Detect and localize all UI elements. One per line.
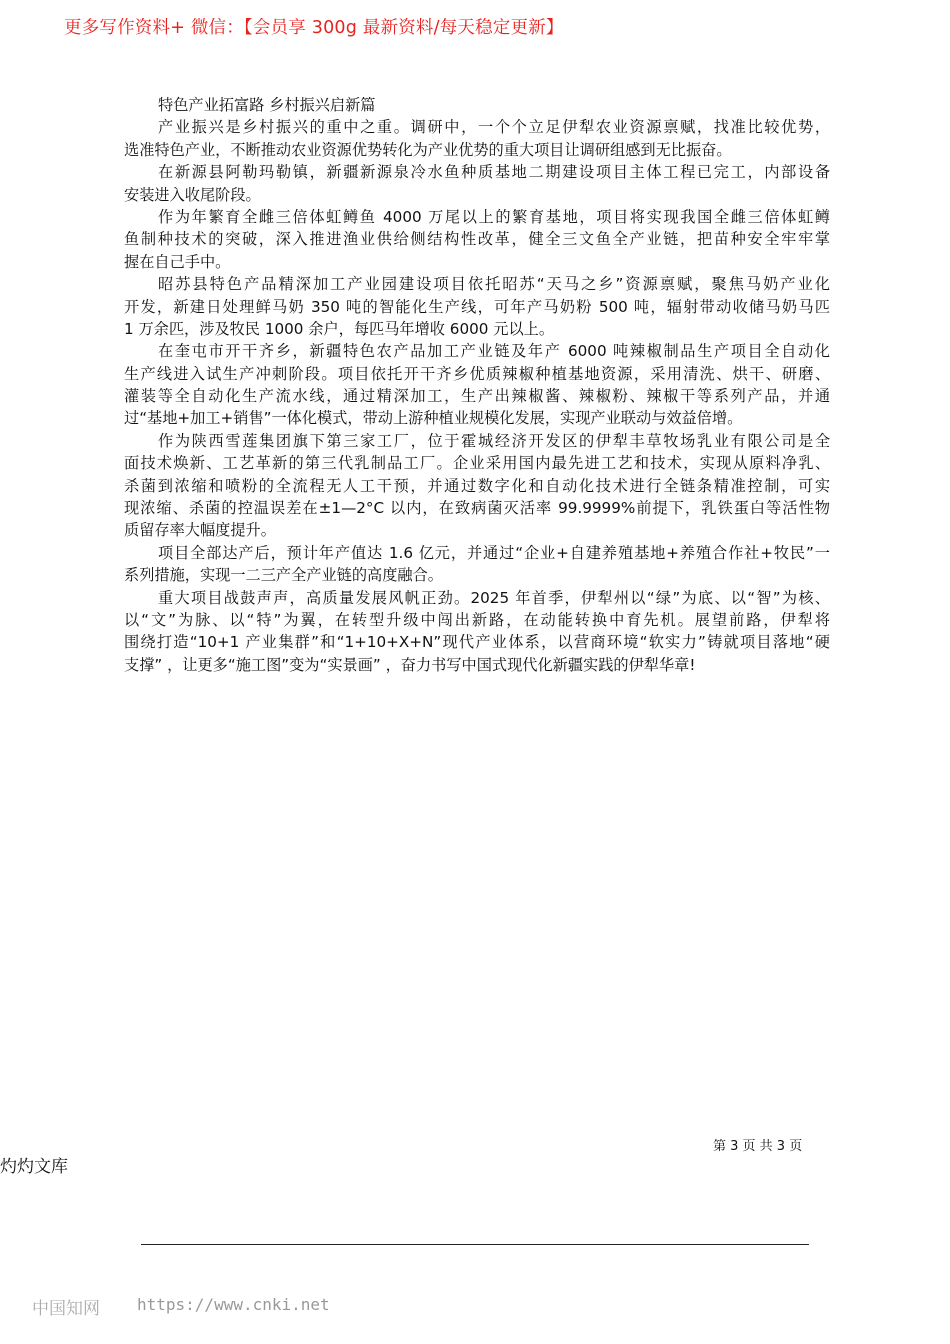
paragraph bbox=[124, 430, 830, 542]
cnki-watermark: 中国知网 bbox=[32, 1299, 100, 1319]
paragraph bbox=[124, 340, 830, 430]
text-line: 握在自己手中。 bbox=[124, 252, 231, 271]
text-line: 质留存率大幅度提升。 bbox=[124, 521, 276, 540]
text-line: 重大项目战鼓声声，高质量发展风帆正劲。2025 年首季，伊犁州以“绿”为底、以“智”为核、 bbox=[158, 588, 830, 607]
text-line: 面技术焕新、工艺革新的第三代乳制品工厂。企业采用国内最先进工艺和技术，实现从原料净乳、 bbox=[124, 454, 830, 473]
paragraph bbox=[124, 206, 830, 273]
text-line: 项目全部达产后，预计年产值达 1.6 亿元，并通过“企业+自建养殖基地+养殖合作社+牧民”一 bbox=[158, 543, 830, 562]
text-line: 过“基地+加工+销售”一体化模式，带动上游种植业规模化发展，实现产业联动与效益倍增。 bbox=[124, 409, 743, 428]
page-number: 第 3 页 共 3 页 bbox=[713, 1139, 803, 1154]
text-line: 特色产业拓富路 乡村振兴启新篇 bbox=[158, 96, 376, 114]
text-line: 选准特色产业，不断推动农业资源优势转化为产业优势的重大项目让调研组感到无比振奋。 bbox=[124, 140, 732, 159]
text-line: 支撑” ，让更多“施工图”变为“实景画” ，奋力书写中国式现代化新疆实践的伊犁华章! bbox=[124, 655, 696, 674]
text-line: 在新源县阿勒玛勒镇，新疆新源泉冷水鱼种质基地二期建设项目主体工程已完工，内部设备 bbox=[158, 163, 830, 182]
text-line: 围绕打造“10+1 产业集群”和“1+10+X+N”现代产业体系，以营商环境“软实力”铸就项目落地“硬 bbox=[124, 633, 830, 652]
text-line: 系列措施，实现一二三产全产业链的高度融合。 bbox=[124, 566, 443, 585]
cnki-url[interactable]: https://www.cnki.net bbox=[137, 1295, 330, 1314]
paragraph bbox=[124, 542, 830, 587]
document-heading bbox=[124, 94, 830, 116]
text-line: 杀菌到浓缩和喷粉的全流程无人工干预，并通过数字化和自动化技术进行全链条精准控制，可实 bbox=[124, 476, 830, 495]
text-line: 作为陕西雪莲集团旗下第三家工厂，位于霍城经济开发区的伊犁丰草牧场乳业有限公司是全 bbox=[158, 431, 830, 450]
text-line: 现浓缩、杀菌的控温误差在±1—2°C 以内，在致病菌灭活率 99.9999%前提下，乳铁蛋白等活性物 bbox=[124, 499, 830, 518]
library-name: 灼灼文库 bbox=[0, 1157, 68, 1177]
text-line: 1 万余匹，涉及牧民 1000 余户，每匹马年增收 6000 元以上。 bbox=[124, 319, 555, 338]
promo-banner: 更多写作资料+ 微信：【会员享 300g 最新资料/每天稳定更新】 bbox=[64, 18, 564, 38]
text-line: 生产线进入试生产冲刺阶段。项目依托开干齐乡优质辣椒种植基地资源，采用清洗、烘干、研磨、 bbox=[124, 364, 830, 383]
footer-divider bbox=[141, 1244, 809, 1245]
text-line: 产业振兴是乡村振兴的重中之重。调研中，一个个立足伊犁农业资源禀赋，找准比较优势， bbox=[158, 118, 830, 137]
paragraph bbox=[124, 161, 830, 206]
paragraph bbox=[124, 116, 830, 161]
paragraph bbox=[124, 587, 830, 677]
text-line: 以“文”为脉、以“特”为翼，在转型升级中闯出新路，在动能转换中育先机。展望前路，伊犁将 bbox=[124, 610, 830, 629]
text-line: 开发，新建日处理鲜马奶 350 吨的智能化生产线，可年产马奶粉 500 吨，辐射带动收储马奶马匹 bbox=[124, 297, 830, 316]
text-line: 在奎屯市开干齐乡，新疆特色农产品加工产业链及年产 6000 吨辣椒制品生产项目全自动化 bbox=[158, 342, 830, 361]
document-body bbox=[124, 94, 830, 676]
text-line: 安装进入收尾阶段。 bbox=[124, 185, 261, 204]
paragraph bbox=[124, 273, 830, 340]
text-line: 灌装等全自动化生产流水线，通过精深加工，生产出辣椒酱、辣椒粉、辣椒干等系列产品，并通 bbox=[124, 387, 830, 406]
text-line: 鱼制种技术的突破，深入推进渔业供给侧结构性改革，健全三文鱼全产业链，把苗种安全牢牢掌 bbox=[124, 230, 830, 249]
text-line: 作为年繁育全雌三倍体虹鳟鱼 4000 万尾以上的繁育基地，项目将实现我国全雌三倍体虹鳟 bbox=[158, 207, 830, 226]
text-line: 昭苏县特色产品精深加工产业园建设项目依托昭苏“天马之乡”资源禀赋，聚焦马奶产业化 bbox=[158, 275, 830, 294]
